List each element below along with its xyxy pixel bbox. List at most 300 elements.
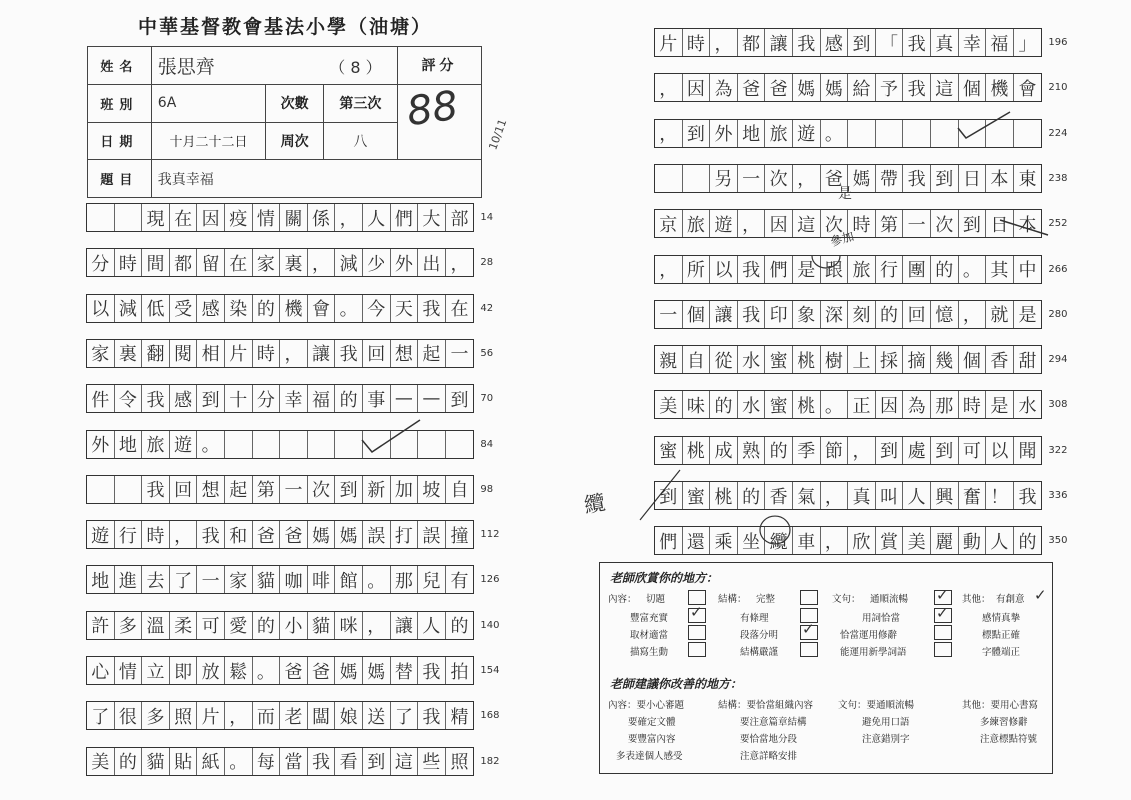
praise-structure-4: 結構嚴謹 <box>740 647 779 658</box>
grid-cell: 車 <box>793 527 821 554</box>
grid-cell: 起 <box>225 476 253 503</box>
grid-cell: 因 <box>197 204 225 231</box>
grid-cell: 染 <box>225 295 253 322</box>
praise-content-label: 內容： <box>608 594 637 605</box>
char-count: 294 <box>1048 354 1068 366</box>
grid-cell: 印 <box>765 301 793 328</box>
grid-cell: 行 <box>115 521 143 548</box>
grid-cell: 日 <box>959 165 987 192</box>
grid-cell: 次 <box>765 165 793 192</box>
grid-cell: 自 <box>683 346 711 373</box>
grid-cell: 遊 <box>710 210 738 237</box>
grid-cell: 個 <box>959 74 987 101</box>
grid-cell: 正 <box>848 391 876 418</box>
grid-cell: 闆 <box>308 702 336 729</box>
praise-other-label: 其他： <box>962 594 991 605</box>
grid-cell: 的 <box>765 437 793 464</box>
grid-cell: 爸 <box>253 521 281 548</box>
grid-cell: 立 <box>142 657 170 684</box>
char-count: 56 <box>480 347 494 359</box>
grid-cell: 的 <box>115 748 143 775</box>
grid-cell: 採 <box>876 346 904 373</box>
grid-cell: 和 <box>225 521 253 548</box>
grid-cell: 媽 <box>793 74 821 101</box>
char-count: 168 <box>480 710 500 722</box>
grid-cell: 是 <box>986 391 1014 418</box>
grid-cell: 感 <box>821 29 849 56</box>
grid-cell: — <box>391 385 419 412</box>
grid-cell: 欣 <box>848 527 876 554</box>
student-name: 張思齊 <box>157 55 215 78</box>
grid-cell: ！ <box>986 482 1014 509</box>
improve-content-1: 內容：要小心審題 <box>608 700 685 711</box>
grid-cell: 地 <box>115 431 143 458</box>
grid-cell: 回 <box>903 301 931 328</box>
name-label: 姓名 <box>88 47 152 85</box>
char-count: 196 <box>1048 37 1068 48</box>
grid-cell: 些 <box>418 748 446 775</box>
grid-cell: 那 <box>391 566 419 593</box>
grid-cell: 中 <box>1018 260 1037 281</box>
grid-cell: 人 <box>903 482 931 509</box>
grid-cell: 人 <box>363 204 391 231</box>
grid-cell: 給 <box>848 74 876 101</box>
char-count: 280 <box>1048 308 1068 320</box>
grid-cell: 家 <box>253 249 281 276</box>
grid-cell: 情 <box>253 204 281 231</box>
praise-other-2: 感情真摯 <box>982 613 1021 624</box>
grid-cell: 這 <box>931 74 959 101</box>
grid-cell: 成 <box>710 437 738 464</box>
grid-cell: 親 <box>655 346 683 373</box>
grid-cell: 旅 <box>765 120 793 147</box>
grid-cell: 我 <box>142 476 170 503</box>
grid-cell: 貓 <box>308 612 336 639</box>
grid-cell: 次 <box>931 210 959 237</box>
grid-cell: 水 <box>738 346 766 373</box>
grid-cell: 跟 <box>821 256 849 283</box>
class-value: 6A <box>151 84 265 122</box>
week-label: 周次 <box>266 122 324 160</box>
grid-cell: 今 <box>363 295 391 322</box>
grid-cell: 東 <box>1018 169 1037 191</box>
grid-cell: 而 <box>253 702 281 729</box>
grid-cell: 因 <box>876 391 904 418</box>
grid-cell: 個 <box>959 346 987 373</box>
check-mark: ✓ <box>690 603 703 621</box>
grid-cell: 」 <box>1018 33 1037 55</box>
circle-mark-2 <box>760 516 790 544</box>
grid-cell: 部 <box>450 208 469 230</box>
improve-writing-2: 避免用口語 <box>862 717 910 728</box>
grid-cell: 有 <box>450 570 469 592</box>
grid-cell: 季 <box>793 437 821 464</box>
grid-cell: — <box>418 385 446 412</box>
char-count: 126 <box>480 574 500 586</box>
grid-cell: 因 <box>683 74 711 101</box>
grid-cell: 地 <box>738 120 766 147</box>
grid-cell: 香 <box>986 346 1014 373</box>
grid-cell: 一 <box>655 301 683 328</box>
grid-cell: 誤 <box>418 521 446 548</box>
char-count: 252 <box>1048 218 1068 230</box>
grid-cell: 現 <box>142 204 170 231</box>
grid-cell: 的 <box>450 616 469 638</box>
grid-cell: 溫 <box>142 612 170 639</box>
grid-cell: 到 <box>655 482 683 509</box>
checkbox <box>934 625 952 640</box>
grid-cell: 本 <box>986 165 1014 192</box>
praise-writing-1: 通順流暢 <box>870 594 909 605</box>
correction-shi: 是 <box>838 186 852 202</box>
grid-cell: 日 <box>986 210 1014 237</box>
grid-cell: 令 <box>115 385 143 412</box>
grid-cell: 即 <box>170 657 198 684</box>
grid-cell: 一 <box>450 344 469 366</box>
grid-cell: 這 <box>391 748 419 775</box>
grid-cell: 娘 <box>335 702 363 729</box>
grid-cell: 感 <box>170 385 198 412</box>
grid-cell: 我 <box>197 521 225 548</box>
grid-cell: 機 <box>986 74 1014 101</box>
praise-title: 老師欣賞你的地方： <box>610 571 719 585</box>
grid-cell: 撞 <box>450 525 469 547</box>
grid-cell: 味 <box>683 391 711 418</box>
grid-cell: 從 <box>710 346 738 373</box>
grid-cell: 在 <box>450 299 469 321</box>
grid-cell: 媽 <box>335 657 363 684</box>
grid-cell: 精 <box>450 706 469 728</box>
grid-cell: 鬆 <box>225 657 253 684</box>
grid-cell: ， <box>280 340 308 367</box>
char-count: 84 <box>480 438 494 450</box>
improve-content-4: 多表達個人感受 <box>616 751 683 762</box>
grid-cell: ， <box>793 165 821 192</box>
grid-cell: 們 <box>655 527 683 554</box>
grid-cell: 到 <box>931 165 959 192</box>
grid-cell: 我 <box>903 74 931 101</box>
grid-cell: 時 <box>142 521 170 548</box>
grid-cell: 外 <box>87 431 115 458</box>
grid-cell: 帶 <box>876 165 904 192</box>
char-count: 182 <box>480 755 500 767</box>
praise-writing-3: 恰當運用修辭 <box>840 630 898 641</box>
grid-cell: 是 <box>1018 305 1037 327</box>
grid-cell: 纜 <box>765 527 793 554</box>
grid-cell: 家 <box>87 340 115 367</box>
count-value: 第三次 <box>323 84 397 122</box>
grid-cell: 媽 <box>848 165 876 192</box>
grid-cell: 回 <box>170 476 198 503</box>
grid-cell: 深 <box>821 301 849 328</box>
grid-cell: 貓 <box>253 566 281 593</box>
grid-cell: 我 <box>418 657 446 684</box>
grid-cell: 事 <box>363 385 391 412</box>
grid-cell: 樹 <box>821 346 849 373</box>
praise-content-3: 取材適當 <box>630 630 669 641</box>
grid-cell: 回 <box>363 340 391 367</box>
improve-content-2: 要確定文體 <box>628 717 676 728</box>
grid-cell: 片 <box>655 29 683 56</box>
grid-cell: 到 <box>959 210 987 237</box>
grid-cell: 啡 <box>308 566 336 593</box>
grid-cell: 第 <box>876 210 904 237</box>
grid-cell: 個 <box>683 301 711 328</box>
grid-cell: 的 <box>253 612 281 639</box>
grid-cell: 爸 <box>308 657 336 684</box>
grid-cell: 以 <box>986 437 1014 464</box>
grid-cell: 館 <box>335 566 363 593</box>
grid-cell: 團 <box>903 256 931 283</box>
char-count: 350 <box>1048 535 1068 547</box>
improve-writing-1: 文句：要通順流暢 <box>838 700 915 711</box>
grid-cell: 咖 <box>280 566 308 593</box>
strike-mark <box>1000 220 1048 235</box>
checkbox <box>688 625 706 640</box>
grid-cell: 遊 <box>793 120 821 147</box>
grid-cell: 起 <box>418 340 446 367</box>
grid-cell: 讓 <box>308 340 336 367</box>
grid-cell: 十 <box>225 385 253 412</box>
grid-cell: 旅 <box>683 210 711 237</box>
grid-cell: 另 <box>710 165 738 192</box>
grid-cell: 我 <box>903 165 931 192</box>
grid-cell: 到 <box>197 385 225 412</box>
grid-cell: ， <box>655 120 683 147</box>
grid-cell: 旅 <box>848 256 876 283</box>
grid-cell: ， <box>738 210 766 237</box>
grid-cell: 感 <box>197 295 225 322</box>
grid-cell: 坡 <box>418 476 446 503</box>
grid-cell: 讓 <box>765 29 793 56</box>
praise-structure-label: 結構： <box>718 594 747 605</box>
grid-cell: 人 <box>418 612 446 639</box>
grid-cell: 照 <box>170 702 198 729</box>
grid-cell: 當 <box>280 748 308 775</box>
grid-cell: 以 <box>710 256 738 283</box>
grid-cell: 幸 <box>280 385 308 412</box>
grid-cell: ， <box>308 249 336 276</box>
grid-cell: 的 <box>335 385 363 412</box>
student-number: （ 8 ） <box>329 57 382 77</box>
tick-mark-2 <box>958 112 1010 138</box>
grid-cell: 爸 <box>821 165 849 192</box>
grid-cell: 興 <box>931 482 959 509</box>
count-label: 次數 <box>266 84 324 122</box>
grid-cell: 刻 <box>848 301 876 328</box>
grid-cell: 水 <box>1018 395 1037 417</box>
praise-other-4: 字體端正 <box>982 647 1021 658</box>
grid-cell: 遊 <box>170 431 198 458</box>
grid-cell: 片 <box>225 340 253 367</box>
grid-cell: 減 <box>335 249 363 276</box>
grid-cell: 都 <box>170 249 198 276</box>
grid-cell: 爸 <box>280 657 308 684</box>
improve-structure-1: 結構：要恰當組織內容 <box>718 700 814 711</box>
grid-cell: 兒 <box>418 566 446 593</box>
grid-cell: 動 <box>959 527 987 554</box>
grid-cell: 甜 <box>1018 350 1037 372</box>
grid-cell: 桃 <box>793 391 821 418</box>
grid-cell: 多 <box>142 702 170 729</box>
grid-cell: 奮 <box>959 482 987 509</box>
grid-cell: 我 <box>1018 486 1037 508</box>
grid-cell: 在 <box>225 249 253 276</box>
char-count: 140 <box>480 619 500 631</box>
grid-cell: 外 <box>391 249 419 276</box>
grid-cell: 貼 <box>170 748 198 775</box>
grid-cell: 幾 <box>931 346 959 373</box>
grid-cell: 貓 <box>142 748 170 775</box>
tick-mark-1 <box>362 420 420 452</box>
grid-cell: 很 <box>115 702 143 729</box>
char-count: 98 <box>480 483 494 495</box>
grid-cell: 人 <box>986 527 1014 554</box>
grid-cell: 到 <box>450 389 469 411</box>
grid-cell: 送 <box>363 702 391 729</box>
praise-writing-2: 用詞恰當 <box>862 613 901 624</box>
grid-cell: 會 <box>1018 78 1037 100</box>
grid-cell: 坐 <box>738 527 766 554</box>
grid-cell: 老 <box>280 702 308 729</box>
praise-content-2: 豐富充實 <box>630 613 669 624</box>
grid-cell: 都 <box>738 29 766 56</box>
grid-cell: 我 <box>418 702 446 729</box>
grid-cell: 想 <box>391 340 419 367</box>
grid-cell: 可 <box>197 612 225 639</box>
grid-cell: 美 <box>903 527 931 554</box>
grid-cell: 因 <box>765 210 793 237</box>
grid-cell: 咪 <box>335 612 363 639</box>
grid-cell: 減 <box>115 295 143 322</box>
grid-cell: 低 <box>142 295 170 322</box>
grid-cell: 外 <box>710 120 738 147</box>
grid-cell: 蜜 <box>765 391 793 418</box>
char-count: 210 <box>1048 82 1068 94</box>
grid-cell: 心 <box>87 657 115 684</box>
grid-cell: 加 <box>391 476 419 503</box>
char-count: 336 <box>1048 490 1068 501</box>
grid-cell: 到 <box>683 120 711 147</box>
grid-cell: 時 <box>115 249 143 276</box>
grid-cell: 我 <box>335 340 363 367</box>
grid-cell: 的 <box>710 391 738 418</box>
improve-other-3: 注意標點符號 <box>980 734 1038 745</box>
grid-cell: 想 <box>197 476 225 503</box>
score-mark: 88 <box>404 82 461 136</box>
grid-cell: 我 <box>418 295 446 322</box>
grid-cell: 進 <box>115 566 143 593</box>
grid-cell: 閱 <box>170 340 198 367</box>
grid-cell: 媽 <box>821 74 849 101</box>
char-count: 308 <box>1048 399 1068 411</box>
grid-cell: 紙 <box>197 748 225 775</box>
grid-cell: 福 <box>308 385 336 412</box>
grid-cell: 為 <box>903 391 931 418</box>
grid-cell: 時 <box>848 210 876 237</box>
grid-cell: 放 <box>197 657 225 684</box>
grid-cell: 那 <box>931 391 959 418</box>
date-label: 日期 <box>88 122 152 160</box>
grid-cell: 關 <box>280 204 308 231</box>
grid-cell: 時 <box>253 340 281 367</box>
grid-cell: 摘 <box>903 346 931 373</box>
grid-cell: 麗 <box>931 527 959 554</box>
grid-cell: 了 <box>87 702 115 729</box>
grid-cell: 在 <box>170 204 198 231</box>
char-count: 28 <box>480 257 494 269</box>
grid-cell: 的 <box>876 301 904 328</box>
grid-cell: 自 <box>450 480 469 502</box>
grid-cell: 的 <box>931 256 959 283</box>
grid-cell: 們 <box>391 204 419 231</box>
grid-cell: 大 <box>418 204 446 231</box>
praise-content-4: 描寫生動 <box>630 647 669 658</box>
checkbox <box>800 590 818 605</box>
grid-cell: 乘 <box>710 527 738 554</box>
grid-cell: 爸 <box>765 74 793 101</box>
char-count: 42 <box>480 302 494 314</box>
grid-cell: 。 <box>959 256 987 283</box>
grid-cell: 多 <box>115 612 143 639</box>
grid-cell: 會 <box>308 295 336 322</box>
grid-cell: 次 <box>821 210 849 237</box>
praise-content-1: 切題 <box>646 594 666 605</box>
grid-cell: ， <box>450 253 469 275</box>
grid-cell: 第 <box>253 476 281 503</box>
title-label: 題目 <box>88 160 152 198</box>
grid-cell: 的 <box>738 482 766 509</box>
grid-cell: 少 <box>363 249 391 276</box>
grid-cell: 聞 <box>1018 441 1037 463</box>
grid-cell: 出 <box>418 249 446 276</box>
grid-cell: 蜜 <box>765 346 793 373</box>
improve-structure-3: 要恰當地分段 <box>740 734 798 745</box>
grid-cell: 翻 <box>142 340 170 367</box>
grid-cell: 時 <box>683 29 711 56</box>
grid-cell: 去 <box>142 566 170 593</box>
check-mark: ✓ <box>936 586 949 604</box>
grid-cell: ， <box>363 612 391 639</box>
grid-cell: 為 <box>710 74 738 101</box>
grid-cell: 美 <box>655 391 683 418</box>
grid-cell: 。 <box>335 295 363 322</box>
grid-cell: ， <box>655 256 683 283</box>
grid-cell: 真 <box>848 482 876 509</box>
grid-cell: 分 <box>253 385 281 412</box>
grid-cell: 們 <box>765 256 793 283</box>
grid-cell: 節 <box>821 437 849 464</box>
grid-cell: 桃 <box>683 437 711 464</box>
improve-title: 老師建議你改善的地方： <box>610 677 743 691</box>
grid-cell: 誤 <box>363 521 391 548</box>
grid-cell: 了 <box>391 702 419 729</box>
grid-cell: 媽 <box>308 521 336 548</box>
grid-cell: 。 <box>197 431 225 458</box>
grid-cell: ， <box>335 204 363 231</box>
essay-title: 我真幸福 <box>151 160 481 198</box>
grid-cell: 到 <box>876 437 904 464</box>
praise-other-1: 有創意 <box>996 594 1025 605</box>
grid-cell: 。 <box>821 120 849 147</box>
grid-cell: 遊 <box>87 521 115 548</box>
grid-cell: 水 <box>738 391 766 418</box>
check-mark: ✓ <box>1034 586 1047 604</box>
praise-writing-4: 能運用新學詞語 <box>840 647 907 658</box>
grid-cell: 到 <box>848 29 876 56</box>
correction-lan: 纜 <box>582 490 608 518</box>
grid-cell: 。 <box>225 748 253 775</box>
